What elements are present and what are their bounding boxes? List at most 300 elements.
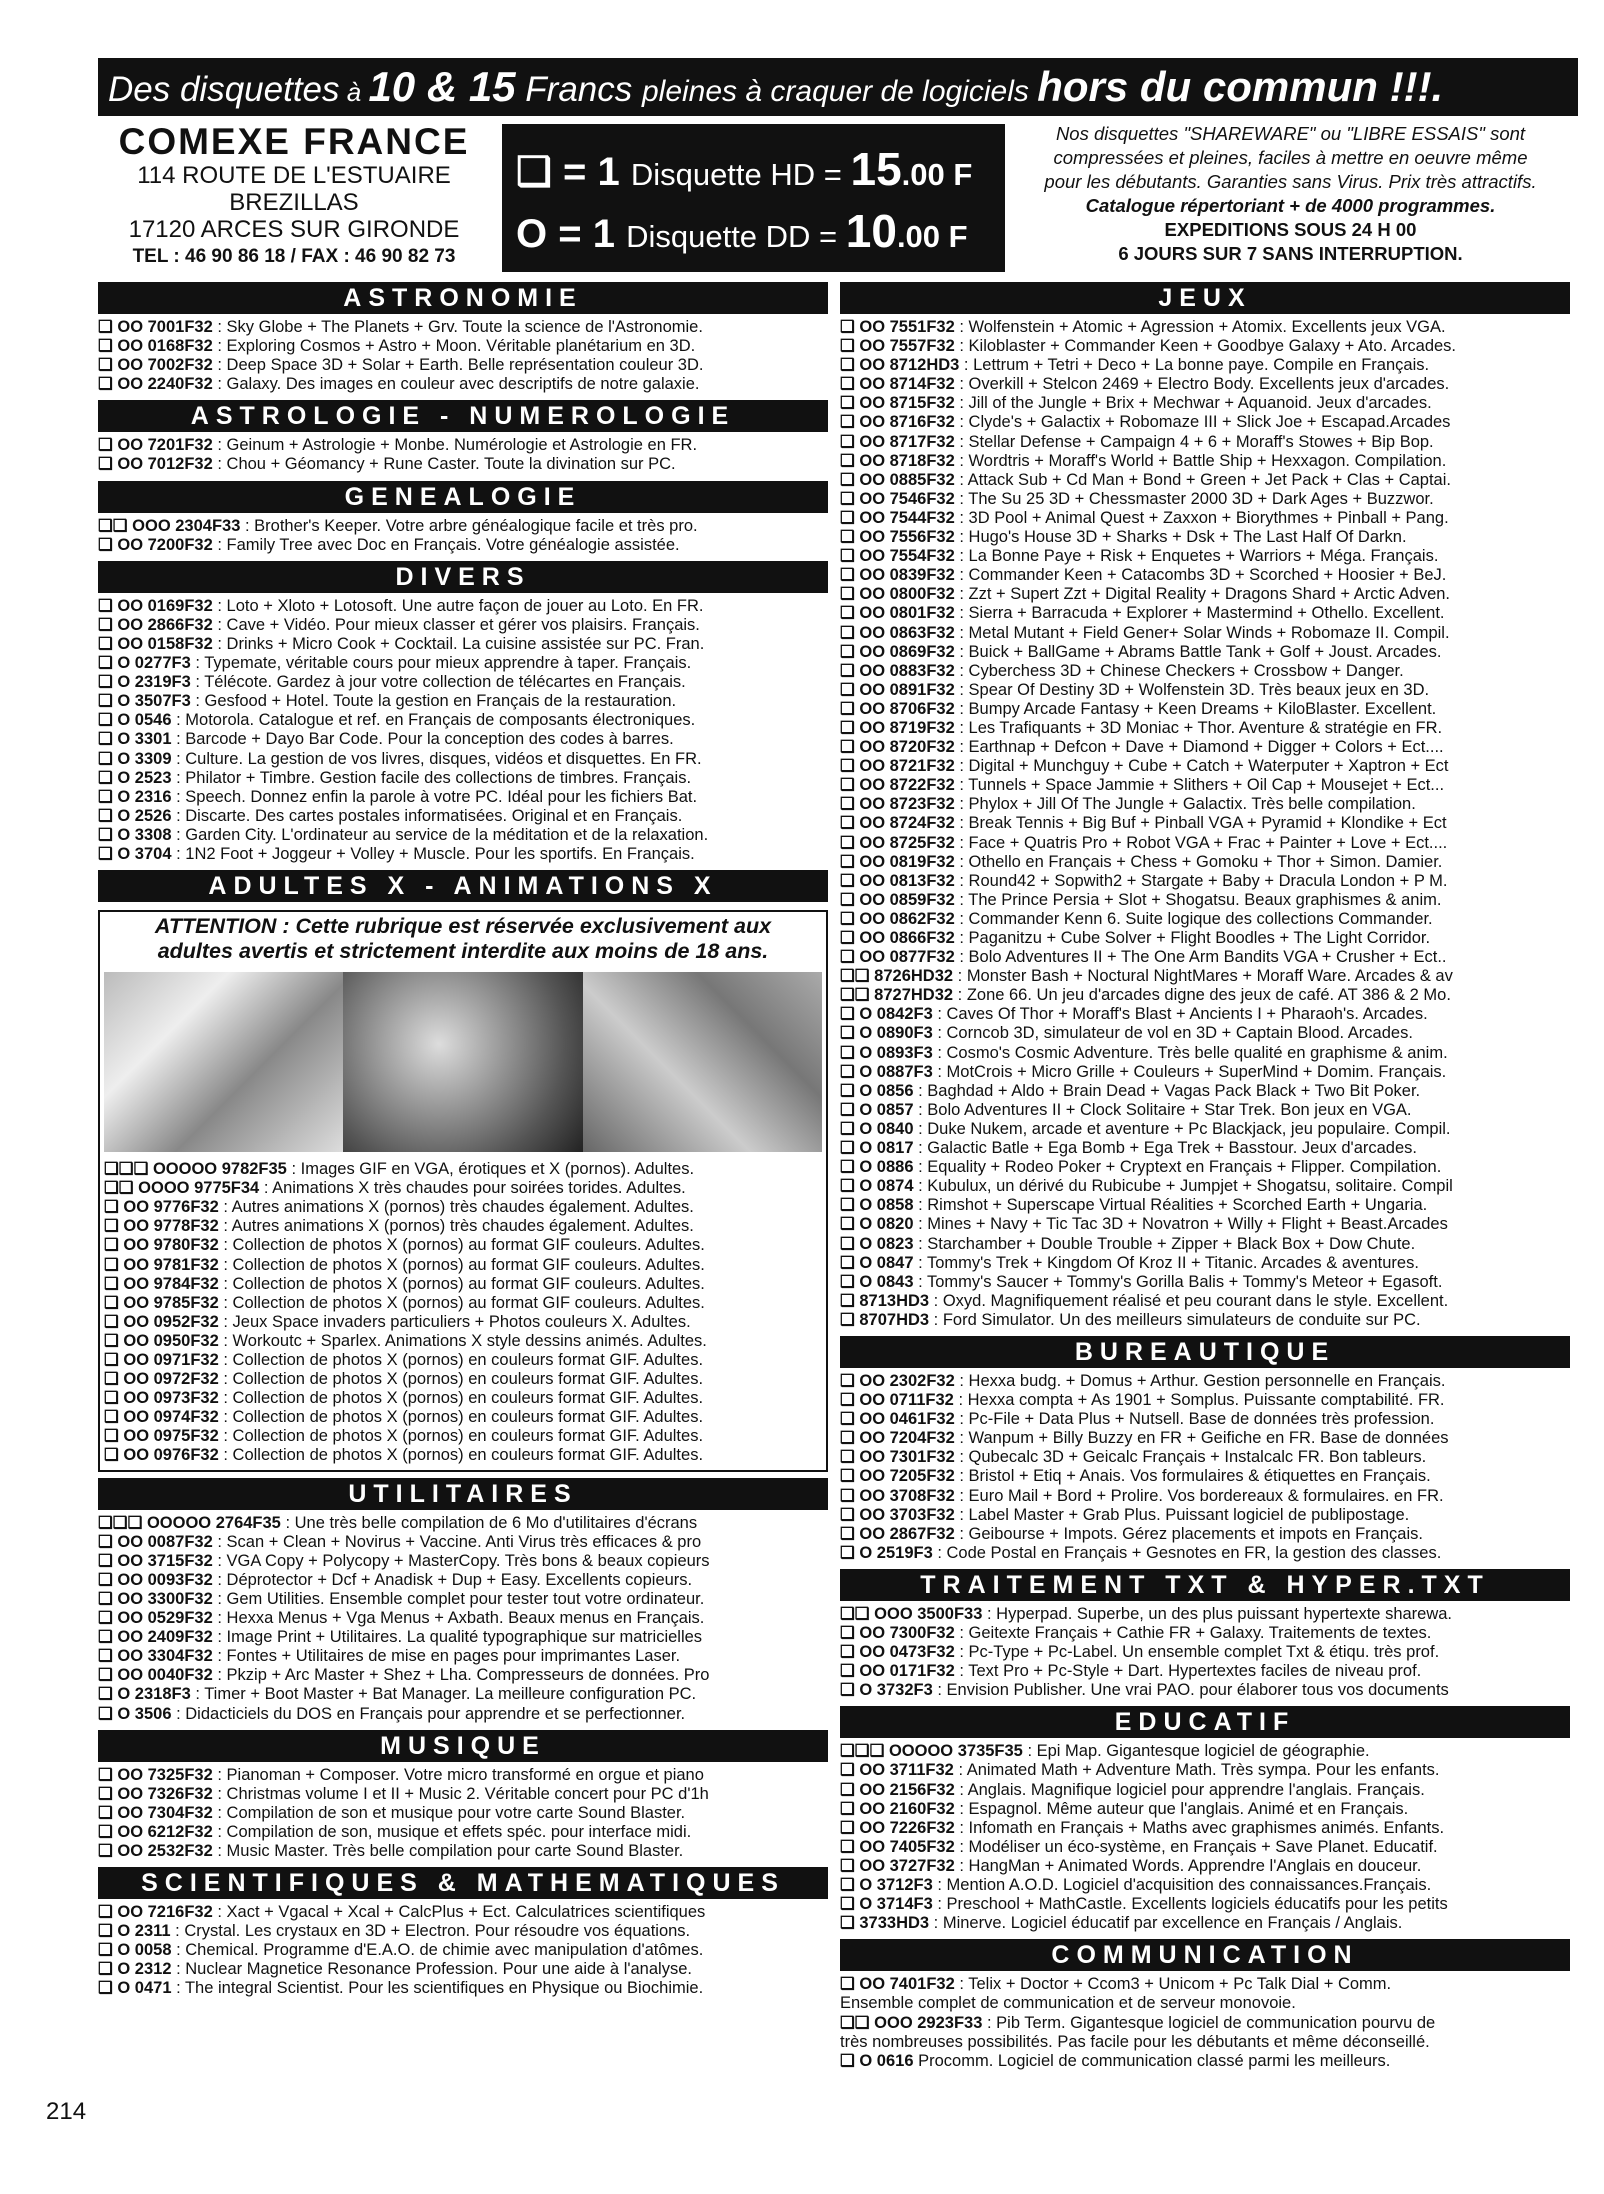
- catalog-item: [98, 750, 828, 769]
- item-description: : Commander Keen + Catacombs 3D + Scorched + Hoosier + BeJ.: [954, 566, 1447, 585]
- item-description: : Culture. La gestion de vos livres, disques, vidéos et disquettes. En FR.: [171, 749, 702, 768]
- item-code: ❑ OO 7002F32: [98, 356, 213, 375]
- catalog-item: [840, 1273, 1570, 1292]
- item-description: : Monster Bash + Noctural NightMares + Moraff Ware. Arcades & av: [953, 967, 1453, 986]
- item-description: : Collection de photos X (pornos) en couleurs format GIF. Adultes.: [218, 1351, 704, 1369]
- catalog-item: [840, 681, 1570, 700]
- communication-entry: ❑❑ OOO 2923F33 : Pib Term. Gigantesque logiciel de communication pourvu de: [840, 2013, 1436, 2032]
- item-code: ❑ 8707HD3: [840, 1310, 930, 1329]
- item-description: : Kiloblaster + Commander Keen + Goodbye Galaxy + Ato. Arcades.: [954, 337, 1457, 356]
- section-traitement: [840, 1569, 1570, 1700]
- catalog-item: [104, 1427, 822, 1446]
- catalog-item: [840, 490, 1570, 509]
- item-description: : Hyperpad. Superbe, un des plus puissant hypertexte sharewa.: [982, 1604, 1453, 1623]
- item-code: ❑ O 3714F3: [840, 1895, 933, 1914]
- catalog-item: [98, 318, 828, 337]
- catalog-item: [98, 635, 828, 654]
- item-code: ❑ O 0887F3: [840, 1062, 933, 1081]
- catalog-item: [98, 711, 828, 730]
- catalog-item: [840, 1391, 1570, 1410]
- item-description: : Sky Globe + The Planets + Grv. Toute la science de l'Astronomie.: [212, 318, 703, 336]
- right-column: JEUX ❑ OO 7551F32 : Wolfenstein + Atomic + Agression + Atomix. Excellents jeux VGA. ❑ OO 7557F32 : Kiloblaster + Commander Keen + Goodbye Galaxy + Ato. Arcades. ❑ OO 8712HD3 : Lettrum + Tetri + Deco + La bonne paye. Compile en Français. ❑ OO 8714F32 : Overkill + Stelcon 2469 + Electro Body. Excellents jeux d'arcades. ❑ OO 8715F32 : Jill of the Jungle + Brix + Mechwar + Aquanoid. Jeux d'arcades. ❑ OO 8716F32 : Clyde's + Galactix + Robomaze III + Slick Joe + Escapad.Arcades ❑ OO 8717F32 : Stellar Defense + Campaign 4 + 6 + Moraff's Stowes + Bip Bop. ❑ OO 8718F32 : Wordtris + Moraff's World + Battle Ship + Hexxagon. Compilation. ❑ OO 0885F32 : Attack Sub + Cd Man + Bond + Green + Jet Pack + Clas + Captai. ❑ OO 7546F32 : The Su 25 3D + Chessmaster 2000 3D + Dark Ages + Buzzwor. ❑ OO 7544F32 : 3D Pool + Animal Quest + Zaxxon + Biorythmes + Pinball + Pang. ❑ OO 7556F32 : Hugo's House 3D + Sharks + Dsk + The Last Half Of Darkn. ❑ OO 7554F32 : La Bonne Paye + Risk + Enquetes + Warriors + Méga. Français. ❑ OO 0839F32 : Commander Keen + Catacombs 3D + Scorched + Hoosier + BeJ. ❑ OO 0800F32 : Zzt + Supert Zzt + Digital Reality + Dragons Shard + Arctic Adven. ❑ OO 0801F32 : Sierra + Barracuda + Explorer + Mastermind + Othello. Excellent. ❑ OO 0863F32 : Metal Mutant + Field Gener+ Solar Winds + Robomaze II. Compil. ❑ OO 0869F32 : Buick + BallGame + Abrams Battle Tank + Golf + Joust. Arcades. ❑ OO 0883F32 : Cyberchess 3D + Chinese Checkers + Crossbow + Danger. ❑ OO 0891F32 : Spear Of Destiny 3D + Wolfenstein 3D. Très beaux jeux en 3D. ❑ OO 8706F32 : Bumpy Arcade Fantasy + Keen Dreams + KiloBlaster. Excellent. ❑ OO 8719F32 : Les Trafiquants + 3D Moniac + Thor. Aventure & stratégie en FR. ❑ OO 8720F32 : Earthnap + Defcon + Dave + Diamond + Digger + Colors + Ect.... ❑ OO 8721F32 : Digital + Munchguy + Cube + Catch + Waterputer + Xaptron + Ect ❑ OO 8722F32 : Tunnels + Space Jammie + Slithers + Oil Cap + Mousejet + Ect... ❑ OO 8723F32 : Phylox + Jill Of The Jungle + Galactix. Très belle compilation. ❑ OO 8724F32 : Break Tennis + Big Buf + Pinball VGA + Pyramid + Klondike + Ect ❑ OO 8725F32 : Face + Quatris Pro + Robot VGA + Frac + Painter + Love + Ect.... ❑ OO 0819F32 : Othello en Français + Chess + Gomoku + Thor + Simon. Damier. ❑ OO 0813F32 : Round42 + Sopwith2 + Stargate + Baby + Dracula London + P M. ❑ OO 0859F32 : The Prince Persia + Slot + Shogatsu. Beaux graphismes & anim. ❑ OO 0862F32 : Commander Kenn 6. Suite logique des collections Commander. ❑ OO 0866F32 : Paganitzu + Cube Solver + Flight Boodles + The Light Corridor. ❑ OO 0877F32 : Bolo Adventures II + The One Arm Bandits VGA + Crusher + Ect.. ❑❑ 8726HD32 : Monster Bash + Noctural NightMares + Moraff Ware. Arcades & av ❑❑ 8727HD32 : Zone 66. Un jeu d'arcades digne des jeux de café. AT 386 & 2 Mo. ❑ O 0842F3 : Caves Of Thor + Moraff's Blast + Ancients I + Pharaoh's. Arcades. ❑ O 0890F3 : Corncob 3D, simulateur de vol en 3D + Captain Blood. Arcades. ❑ O 0893F3 : Cosmo's Cosmic Adventure. Très belle qualité en graphisme & anim. ❑ O 0887F3 : MotCrois + Micro Grille + Couleurs + SuperMind + Domim. Français. ❑ O 0856 : Baghdad + Aldo + Brain Dead + Vagas Pack Black + Two Bit Poker. ❑ O 0857 : Bolo Adventures II + Clock Solitaire + Star Trek. Bon jeux en VGA. ❑ O 0840 : Duke Nukem, arcade et aventure + Pc Blackjack, jeu populaire. Compil. ❑ O 0817 : Galactic Batle + Ega Bomb + Ega Trek + Basstour. Jeux d'arcades. ❑ O 0886 : Equality + Rodeo Poker + Cryptext en Français + Flipper. Compilation. ❑ O 0874 : Kubulux, un dérivé du Rubicube + Jumpjet + Shogatsu, solitaire. Compil ❑ O 0858 : Rimshot + Superscape Virtual Réalities + Scorched Earth + Ungaria. ❑ O 0820 : Mines + Navy + Tic Tac 3D + Novatron + Willy + Flight + Beast.Arcades ❑ O 0823 : Starchamber + Double Trouble + Zipper + Black Box + Dow Chute. ❑ O 0847 : Tommy's Trek + Kingdom Of Kroz II + Titanic. Arcades & aventures. ❑ O 0843 : Tommy's Saucer + Tommy's Gorilla Balis + Tommy's Meteor + Egasoft. ❑ 8713HD3 : Oxyd. Magnifiquement réalisé et peu courant dans le style. Excellent. ❑ 8707HD3 : Ford Simulator. Un des meilleurs simulateurs de conduite sur PC. BUREAUTIQUE ❑ OO 2302F32 : Hexxa budg. + Domus + Arthur. Gestion personnelle en Français. ❑ OO 0711F32 : Hexxa compta + As 1901 + Somplus. Puissante comptabilité. FR. ❑ OO 0461F32 : Pc-File + Data Plus + Nutsell. Base de données très profession. ❑ OO 7204F32 : Wanpum + Billy Buzzy en FR + Geifiche en FR. Base de données ❑ OO 7301F32 : Qubecalc 3D + Geicalc Français + Instalcalc FR. Bon tableurs. ❑ OO 7205F32 : Bristol + Etiq + Anais. Vos formulaires & étiquettes en Français. ❑ OO 3708F32 : Euro Mail + Bord + Prolire. Vos bordereaux & formulaires. en FR. ❑ OO 3703F32 : Label Master + Grab Plus. Puissant logiciel de publipostage. ❑ OO 2867F32 : Geibourse + Impots. Gérez placements et impots en Français. ❑ O 2519F3 : Code Postal en Français + Gesnotes en FR, la gestion des classes. TRAITEMENT TXT & HYPER.TXT ❑❑ OOO 3500F33 : Hyperpad. Superbe, un des plus puissant hypertexte sharewa. ❑ OO 7300F32 : Geitexte Français + Cathie FR + Galaxy. Traitements de textes. ❑ OO 0473F32 : Pc-Type + Pc-Label. Un ensemble complet Txt & étiqu. très prof. ❑ OO 0171F32 : Text Pro + Pc-Style + Dart. Hypertextes faciles de niveau prof. ❑ O 3732F3 : Envision Publisher. Une vrai PAO. pour élaborer tous vos documents EDUCATIF ❑❑❑ OOOOO 3735F35 : Epi Map. Gigantesque logiciel de géographie. ❑ OO 3711F32 : Animated Math + Adventure Math. Très sympa. Pour les enfants. ❑ OO 2156F32 : Anglais. Magnifique logiciel pour apprendre l'anglais. Français. ❑ OO 2160F32 : Espagnol. Même auteur que l'anglais. Animé et en Français. ❑ OO 7226F32 : Infomath en Français + Maths avec graphismes animés. Enfants. ❑ OO 7405F32 : Modéliser un éco-système, en Français + Save Planet. Educatif. ❑ OO 3727F32 : HangMan + Animated Words. Apprendre l'Anglais en douceur. ❑ O 3712F3 : Mention A.O.D. Logiciel d'acquisition des connaissances.Français. ❑ O 3714F3 : Preschool + MathCastle. Excellents logiciels éducatifs pour les petits ❑ 3733HD3 : Minerve. Logiciel éducatif par excellence en Français / Anglais. COMMUNICATION ❑ OO 7401F32 : Telix + Doctor + Ccom3 + Unicom + Pc Talk Dial + Comm. Ensemble complet de communication et de serveur monovoie. ❑❑ OOO 2923F33 : Pib Term. Gigantesque logiciel de communication pourvu de très nombreuses possibilités. Pas facile pour les débutants et même déconseillé. ❑ O 0616 Procomm. Logiciel de communication classé parmi les meilleurs.: [840, 276, 1570, 2071]
- item-description: : Code Postal en Français + Gesnotes en FR, la gestion des classes.: [932, 1543, 1442, 1562]
- item-description: : Paganitzu + Cube Solver + Flight Boodles + The Light Corridor.: [954, 929, 1431, 947]
- item-code: ❑ OO 7226F32: [840, 1818, 955, 1837]
- item-description: : MotCrois + Micro Grille + Couleurs + SuperMind + Domim. Français.: [932, 1062, 1447, 1081]
- item-description: : Euro Mail + Bord + Prolire. Vos bordereaux & formulaires. en FR.: [954, 1486, 1444, 1505]
- catalog-item: [104, 1446, 822, 1465]
- catalog-item: [98, 1960, 828, 1979]
- catalog-item: [840, 1781, 1570, 1800]
- item-code: ❑ OO 0813F32: [840, 871, 955, 890]
- item-code: ❑ OO 7304F32: [98, 1803, 213, 1822]
- catalog-item: [840, 1139, 1570, 1158]
- item-description: : Collection de photos X (pornos) en couleurs format GIF. Adultes.: [218, 1389, 704, 1408]
- item-code: ❑ OO 2867F32: [840, 1524, 955, 1543]
- catalog-item: [840, 1292, 1570, 1311]
- item-description: : Collection de photos X (pornos) au format GIF couleurs. Adultes.: [218, 1255, 705, 1274]
- catalog-item: [840, 1681, 1570, 1700]
- adult-box: ATTENTION : Cette rubrique est réservée exclusivement aux adultes avertis et strictement interdite aux moins de 18 ans. ❑❑❑ OOOOO 9782F35 : Images GIF en VGA, érotiques et X (pornos). Adultes. ❑❑ OOOO 9775F34 : Animations X très chaudes pour soirées torides. Adultes. ❑ OO 9776F32 : Autres animations X (pornos) très chaudes également. Adultes. ❑ OO 9778F32 : Autres animations X (pornos) très chaudes également. Adultes. ❑ OO 9780F32 : Collection de photos X (pornos) au format GIF couleurs. Adultes. ❑ OO 9781F32 : Collection de photos X (pornos) au format GIF couleurs. Adultes. ❑ OO 9784F32 : Collection de photos X (pornos) au format GIF couleurs. Adultes. ❑ OO 9785F32 : Collection de photos X (pornos) au format GIF couleurs. Adultes. ❑ OO 0952F32 : Jeux Space invaders particuliers + Photos couleurs X. Adultes. ❑ OO 0950F32 : Workoutc + Sparlex. Animations X style dessins animés. Adultes. ❑ OO 0971F32 : Collection de photos X (pornos) en couleurs format GIF. Adultes. ❑ OO 0972F32 : Collection de photos X (pornos) en couleurs format GIF. Adultes. ❑ OO 0973F32 : Collection de photos X (pornos) en couleurs format GIF. Adultes. ❑ OO 0974F32 : Collection de photos X (pornos) en couleurs format GIF. Adultes. ❑ OO 0975F32 : Collection de photos X (pornos) en couleurs format GIF. Adultes. ❑ OO 0976F32 : Collection de photos X (pornos) en couleurs format GIF. Adultes.: [98, 910, 828, 1472]
- item-code: ❑ OO 2866F32: [98, 615, 213, 634]
- catalog-item: [840, 891, 1570, 910]
- item-code: ❑ O 2312: [98, 1960, 172, 1979]
- item-code: ❑ OO 3703F32: [840, 1505, 955, 1524]
- item-description: : Epi Map. Gigantesque logiciel de géographie.: [1022, 1742, 1370, 1761]
- catalog-item: [840, 1082, 1570, 1101]
- item-code: ❑ OO 0859F32: [840, 890, 955, 909]
- item-description: : Bolo Adventures II + The One Arm Bandits VGA + Crusher + Ect..: [954, 948, 1447, 967]
- item-code: ❑ OO 0473F32: [840, 1643, 955, 1662]
- item-code: ❑ OO 7301F32: [840, 1448, 955, 1467]
- item-code: ❑ OO 2156F32: [840, 1780, 955, 1799]
- item-description: : Tunnels + Space Jammie + Slithers + Oil Cap + Mousejet + Ect...: [954, 776, 1445, 795]
- item-code: ❑ OO 3727F32: [840, 1856, 955, 1875]
- item-code: ❑ OO 0461F32: [840, 1410, 955, 1429]
- item-description: : Collection de photos X (pornos) au format GIF couleurs. Adultes.: [218, 1293, 705, 1312]
- left-column: [98, 276, 828, 1999]
- item-code: ❑ O 3506: [98, 1704, 172, 1723]
- page-number: 214: [46, 2098, 87, 2125]
- item-code: ❑ OO 9778F32: [104, 1217, 219, 1236]
- catalog-item: [840, 1800, 1570, 1819]
- photo-1: [104, 972, 343, 1152]
- catalog-item: [840, 1857, 1570, 1876]
- item-code: ❑ OO 6212F32: [98, 1822, 213, 1841]
- item-code: ❑ OO 7205F32: [840, 1467, 955, 1486]
- catalog-item: [840, 318, 1570, 337]
- catalog-item: [98, 654, 828, 673]
- item-description: : Rimshot + Superscape Virtual Réalities + Scorched Earth + Ungaria.: [913, 1196, 1428, 1215]
- catalog-item: [840, 1838, 1570, 1857]
- item-description: : Round42 + Sopwith2 + Stargate + Baby + Dracula London + P M.: [954, 871, 1448, 890]
- company-address: COMEXE FRANCE 114 ROUTE DE L'ESTUAIRE BREZILLAS 17120 ARCES SUR GIRONDE TEL : 46 90 86 18 / FAX : 46 90 82 73: [98, 122, 490, 270]
- catalog-item: [98, 616, 828, 635]
- catalog-item: [840, 757, 1570, 776]
- item-code: ❑ OO 0972F32: [104, 1370, 219, 1389]
- item-description: : Pc-File + Data Plus + Nutsell. Base de données très profession.: [954, 1410, 1435, 1429]
- item-description: : Image Print + Utilitaires. La qualité typographique sur matricielles: [212, 1628, 703, 1647]
- section-header-divers: DIVERS: [98, 561, 828, 593]
- section-header-adultes: ADULTES X - ANIMATIONS X: [98, 870, 828, 902]
- item-code: ❑ OO 7556F32: [840, 528, 955, 547]
- catalog-item: [98, 1922, 828, 1941]
- item-code: ❑ O 3704: [98, 844, 172, 863]
- adult-photos: [104, 972, 822, 1152]
- item-description: : La Bonne Paye + Risk + Enquetes + Warriors + Méga. Français.: [954, 547, 1439, 566]
- item-description: : Christmas volume I et II + Music 2. Véritable concert pour PC d'1h: [212, 1784, 709, 1803]
- item-code: ❑ O 0874: [840, 1177, 914, 1196]
- item-code: ❑ OO 8718F32: [840, 451, 955, 470]
- item-description: : Nuclear Magnetice Resonance Profession. Pour une aide à l'analyse.: [171, 1960, 692, 1979]
- item-description: : Collection de photos X (pornos) au format GIF couleurs. Adultes.: [218, 1236, 705, 1255]
- item-code: ❑ OO 7551F32: [840, 318, 955, 336]
- catalog-item: [98, 1823, 828, 1842]
- catalog-item: [840, 1662, 1570, 1681]
- item-description: : Tommy's Saucer + Tommy's Gorilla Balis + Tommy's Meteor + Egasoft.: [913, 1272, 1443, 1291]
- item-description: : Digital + Munchguy + Cube + Catch + Waterputer + Xaptron + Ect: [954, 757, 1449, 776]
- item-description: : Loto + Xloto + Lotosoft. Une autre façon de jouer au Loto. En FR.: [212, 596, 704, 615]
- item-description: : Brother's Keeper. Votre arbre généalogique facile et très pro.: [240, 516, 698, 535]
- item-description: : Zone 66. Un jeu d'arcades digne des jeux de café. AT 386 & 2 Mo.: [953, 986, 1451, 1005]
- item-code: ❑ O 0840: [840, 1119, 914, 1138]
- item-code: ❑ OO 0952F32: [104, 1312, 219, 1331]
- catalog-item: [840, 1914, 1570, 1933]
- item-code: ❑❑❑ OOOOO 2764F35: [98, 1513, 281, 1532]
- catalog-item: [98, 807, 828, 826]
- catalog-item: [840, 1624, 1570, 1643]
- item-description: : Modéliser un éco-système, en Français + Save Planet. Educatif.: [954, 1837, 1438, 1856]
- item-description: : Metal Mutant + Field Gener+ Solar Winds + Robomaze II. Compil.: [954, 623, 1450, 642]
- item-code: ❑ OO 0891F32: [840, 680, 955, 699]
- item-description: : Discarte. Des cartes postales informatisées. Original et en Français.: [171, 806, 683, 825]
- item-description: : Drinks + Micro Cook + Cocktail. La cuisine assistée sur PC. Fran.: [212, 634, 705, 653]
- item-code: ❑ OO 3711F32: [840, 1761, 954, 1780]
- item-description: : Pianoman + Composer. Votre micro transformé en orgue et piano: [212, 1765, 704, 1784]
- item-code: ❑ O 2318F3: [98, 1685, 191, 1704]
- item-description: : Family Tree avec Doc en Français. Votre généalogie assistée.: [212, 535, 680, 554]
- item-description: : Deep Space 3D + Solar + Earth. Belle représentation couleur 3D.: [212, 356, 704, 375]
- catalog-item: [98, 845, 828, 864]
- section-divers: [98, 561, 828, 864]
- catalog-item: [840, 1895, 1570, 1914]
- catalog-item: [104, 1408, 822, 1427]
- item-description: : Caves Of Thor + Moraff's Blast + Ancients I + Pharaoh's. Arcades.: [932, 1005, 1428, 1024]
- item-code: ❑ O 0843: [840, 1272, 914, 1291]
- catalog-item: [840, 1742, 1570, 1761]
- item-code: ❑ OO 7326F32: [98, 1784, 213, 1803]
- item-description: : Sierra + Barracuda + Explorer + Mastermind + Othello. Excellent.: [954, 604, 1445, 623]
- item-description: : 1N2 Foot + Joggeur + Volley + Muscle. Pour les sportifs. En Français.: [171, 844, 695, 863]
- catalog-item: [840, 1215, 1570, 1234]
- catalog-item: [840, 624, 1570, 643]
- item-code: ❑ OO 7001F32: [98, 318, 213, 336]
- item-code: ❑ OO 2532F32: [98, 1841, 213, 1860]
- catalog-item: [840, 528, 1570, 547]
- item-code: ❑ OO 8723F32: [840, 795, 955, 814]
- item-description: : Zzt + Supert Zzt + Digital Reality + Dragons Shard + Arctic Adven.: [954, 585, 1451, 604]
- item-code: ❑ OO 0976F32: [104, 1446, 219, 1465]
- catalog-item: [98, 1628, 828, 1647]
- item-code: ❑ OO 0866F32: [840, 929, 955, 947]
- item-description: : Crystal. Les crystaux en 3D + Electron. Pour résoudre vos équations.: [170, 1922, 691, 1941]
- item-description: : Face + Quatris Pro + Robot VGA + Frac + Painter + Love + Ect....: [954, 833, 1448, 852]
- item-code: ❑ OO 8722F32: [840, 776, 955, 795]
- section-astrologie: [98, 400, 828, 474]
- item-description: : Hexxa budg. + Domus + Arthur. Gestion personnelle en Français.: [954, 1371, 1446, 1390]
- catalog-item: [840, 471, 1570, 490]
- item-code: ❑ OO 8721F32: [840, 757, 955, 776]
- catalog-item: [840, 375, 1570, 394]
- item-code: ❑ OO 3708F32: [840, 1486, 955, 1505]
- catalog-item: [98, 1590, 828, 1609]
- catalog-item: [840, 719, 1570, 738]
- catalog-item: [98, 1514, 828, 1533]
- item-code: ❑ OO 7557F32: [840, 337, 955, 356]
- catalog-item: [98, 1941, 828, 1960]
- section-header-musique: MUSIQUE: [98, 1730, 828, 1762]
- item-description: : HangMan + Animated Words. Apprendre l'Anglais en douceur.: [954, 1856, 1422, 1875]
- item-description: : The integral Scientist. Pour les scientifiques en Physique ou Biochimie.: [171, 1979, 704, 1998]
- item-description: : The Prince Persia + Slot + Shogatsu. Beaux graphismes & anim.: [954, 890, 1442, 909]
- catalog-item: [98, 455, 828, 474]
- catalog-item: [840, 1177, 1570, 1196]
- section-header-genealogie: GENEALOGIE: [98, 481, 828, 513]
- item-description: : Jill of the Jungle + Brix + Mechwar + Aquanoid. Jeux d'arcades.: [954, 394, 1432, 413]
- item-description: : Garden City. L'ordinateur au service de la méditation et de la relaxation.: [171, 825, 709, 844]
- item-code: ❑ OO 7554F32: [840, 547, 955, 566]
- catalog-item: [840, 700, 1570, 719]
- item-code: ❑ OO 2302F32: [840, 1371, 955, 1390]
- item-code: ❑ O 2319F3: [98, 673, 191, 692]
- item-description: : Exploring Cosmos + Astro + Moon. Véritable planétarium en 3D.: [212, 337, 696, 356]
- item-code: ❑ OO 7204F32: [840, 1429, 955, 1448]
- catalog-item: [840, 1235, 1570, 1254]
- item-description: : Typemate, véritable cours pour mieux apprendre à taper. Français.: [190, 654, 692, 673]
- item-code: ❑ OO 7300F32: [840, 1624, 955, 1642]
- catalog-item: [98, 1609, 828, 1628]
- item-description: : The Su 25 3D + Chessmaster 2000 3D + Dark Ages + Buzzwor.: [954, 489, 1434, 508]
- item-description: : Hexxa compta + As 1901 + Somplus. Puissante comptabilité. FR.: [953, 1391, 1445, 1410]
- catalog-item: [840, 413, 1570, 432]
- item-description: : Philator + Timbre. Gestion facile des collections de timbres. Français.: [171, 768, 692, 787]
- item-code: ❑ O 2316: [98, 787, 172, 806]
- item-description: : Wanpum + Billy Buzzy en FR + Geifiche en FR. Base de données: [954, 1429, 1449, 1448]
- catalog-item: [98, 1647, 828, 1666]
- item-code: ❑ OO 9776F32: [104, 1198, 219, 1217]
- item-code: ❑ OO 8720F32: [840, 738, 955, 757]
- item-code: ❑ OO 0975F32: [104, 1427, 219, 1446]
- item-code: ❑❑❑ OOOOO 9782F35: [104, 1160, 287, 1179]
- item-description: : Geibourse + Impots. Gérez placements et impots en Français.: [954, 1524, 1423, 1543]
- catalog-item: [98, 1979, 828, 1998]
- item-description: : Hexxa Menus + Vga Menus + Axbath. Beaux menus en Français.: [212, 1609, 705, 1628]
- item-code: ❑ OO 0973F32: [104, 1389, 219, 1408]
- catalog-item: [98, 1666, 828, 1685]
- catalog-item: [840, 1467, 1570, 1486]
- catalog-item: [840, 1410, 1570, 1429]
- header-banner: Des disquettes à 10 & 15 Francs pleines à craquer de logiciels hors du commun !!!.: [98, 58, 1578, 116]
- item-description: : Déprotector + Dcf + Anadisk + Dup + Easy. Excellents copieurs.: [212, 1570, 693, 1589]
- section-header-scientifiques: SCIENTIFIQUES & MATHEMATIQUES: [98, 1867, 828, 1899]
- catalog-item: [840, 509, 1570, 528]
- catalog-item: [840, 1044, 1570, 1063]
- catalog-item: [104, 1198, 822, 1217]
- item-description: : Baghdad + Aldo + Brain Dead + Vagas Pack Black + Two Bit Poker.: [913, 1081, 1421, 1100]
- item-code: ❑ OO 0087F32: [98, 1532, 213, 1551]
- catalog-item: [840, 948, 1570, 967]
- catalog-item: [840, 1063, 1570, 1082]
- item-description: : Hugo's House 3D + Sharks + Dsk + The Last Half Of Darkn.: [954, 528, 1407, 547]
- item-code: ❑ O 3732F3: [840, 1681, 933, 1700]
- catalog-item: [98, 536, 828, 555]
- catalog-item: [840, 356, 1570, 375]
- item-description: : Clyde's + Galactix + Robomaze III + Slick Joe + Escapad.Arcades: [954, 413, 1451, 432]
- item-description: : Télécote. Gardez à jour votre collection de télécartes en Français.: [190, 673, 686, 692]
- catalog-item: [840, 452, 1570, 471]
- item-code: ❑ OO 0974F32: [104, 1408, 219, 1427]
- item-description: : Wordtris + Moraff's World + Battle Ship + Hexxagon. Compilation.: [954, 451, 1447, 470]
- item-code: ❑ OO 0168F32: [98, 337, 213, 356]
- item-description: : Spear Of Destiny 3D + Wolfenstein 3D. Très beaux jeux en 3D.: [954, 680, 1430, 699]
- catalog-item: [840, 433, 1570, 452]
- item-description: : Geinum + Astrologie + Monbe. Numérologie et Astrologie en FR.: [212, 436, 698, 455]
- catalog-item: [98, 1766, 828, 1785]
- item-code: ❑ O 0842F3: [840, 1005, 933, 1024]
- catalog-item: [98, 788, 828, 807]
- catalog-item: [98, 597, 828, 616]
- section-header-educatif: EDUCATIF: [840, 1706, 1570, 1738]
- item-description: : Animations X très chaudes pour soirées torides. Adultes.: [259, 1179, 686, 1198]
- item-code: ❑ O 0817: [840, 1139, 914, 1158]
- item-code: ❑ OO 2409F32: [98, 1628, 213, 1647]
- catalog-item: [840, 1819, 1570, 1838]
- catalog-item: [840, 1120, 1570, 1139]
- item-code: ❑ OO 0819F32: [840, 852, 955, 871]
- item-description: : Buick + BallGame + Abrams Battle Tank + Golf + Joust. Arcades.: [954, 642, 1442, 661]
- item-code: ❑ O 0886: [840, 1158, 914, 1177]
- intro-text: Nos disquettes "SHAREWARE" ou "LIBRE ESSAIS" sont compressées et pleines, faciles à mettre en oeuvre même pour les débutants. Garanties sans Virus. Prix très attractifs. Catalogue répertoriant + de 4000 programmes. EXPEDITIONS SOUS 24 H 00 6 JOURS SUR 7 SANS INTERRUPTION.: [1044, 123, 1537, 264]
- item-code: ❑ O 0857: [840, 1100, 914, 1119]
- item-code: ❑ O 0546: [98, 711, 172, 730]
- item-list: [104, 1160, 822, 1466]
- item-code: ❑ OO 9781F32: [104, 1255, 219, 1274]
- item-description: : Cave + Vidéo. Pour mieux classer et gérer vos plaisirs. Français.: [212, 615, 700, 634]
- catalog-item: [104, 1275, 822, 1294]
- item-code: ❑ OO 7405F32: [840, 1837, 955, 1856]
- catalog-item: [840, 585, 1570, 604]
- catalog-item: [840, 1506, 1570, 1525]
- item-code: ❑ OO 8725F32: [840, 833, 955, 852]
- item-code: ❑ OO 9785F32: [104, 1293, 219, 1312]
- item-code: ❑ OO 7012F32: [98, 455, 213, 474]
- item-code: ❑ O 3309: [98, 749, 172, 768]
- item-description: : Galactic Batle + Ega Bomb + Ega Trek + Basstour. Jeux d'arcades.: [913, 1139, 1417, 1158]
- price-dd: O = 1 Disquette DD = 10.00 F: [516, 205, 968, 257]
- item-code: ❑ OO 0862F32: [840, 909, 955, 928]
- item-description: : Bolo Adventures II + Clock Solitaire + Star Trek. Bon jeux en VGA.: [913, 1100, 1412, 1119]
- photo-2: [343, 972, 582, 1152]
- price-hd: ❑ = 1 Disquette HD = 15.00 F: [516, 143, 973, 195]
- item-description: : Cyberchess 3D + Chinese Checkers + Crossbow + Danger.: [954, 661, 1404, 680]
- item-code: ❑ OO 0040F32: [98, 1666, 213, 1685]
- catalog-item: [98, 826, 828, 845]
- item-code: ❑ O 3308: [98, 825, 172, 844]
- item-code: ❑ OO 0863F32: [840, 623, 955, 642]
- catalog-item: [840, 986, 1570, 1005]
- item-code: ❑ O 3507F3: [98, 692, 191, 711]
- item-description: : Corncob 3D, simulateur de vol en 3D + Captain Blood. Arcades.: [932, 1024, 1413, 1043]
- catalog-item: [840, 1101, 1570, 1120]
- item-description: : Workoutc + Sparlex. Animations X style dessins animés. Adultes.: [218, 1331, 707, 1350]
- item-description: : Pkzip + Arc Master + Shez + Lha. Compresseurs de données. Pro: [212, 1666, 710, 1685]
- item-description: : Chou + Géomancy + Rune Caster. Toute la divination sur PC.: [212, 455, 676, 474]
- catalog-item: [98, 356, 828, 375]
- item-code: ❑ OO 7546F32: [840, 489, 955, 508]
- item-description: : Xact + Vgacal + Xcal + CalcPlus + Ect. Calculatrices scientifiques: [212, 1903, 706, 1922]
- catalog-item: [840, 1429, 1570, 1448]
- item-description: : Ford Simulator. Un des meilleurs simulateurs de conduite sur PC.: [929, 1310, 1421, 1329]
- catalog-item: [840, 1254, 1570, 1273]
- item-description: : Starchamber + Double Trouble + Zipper + Black Box + Dow Chute.: [913, 1234, 1416, 1253]
- catalog-item: [840, 795, 1570, 814]
- item-description: : Oxyd. Magnifiquement réalisé et peu courant dans le style. Excellent.: [929, 1291, 1449, 1310]
- catalog-item: [840, 1196, 1570, 1215]
- catalog-item: [840, 604, 1570, 623]
- item-description: : Barcode + Dayo Bar Code. Pour la conception des codes à barres.: [171, 730, 674, 749]
- item-code: ❑ O 0890F3: [840, 1024, 933, 1043]
- item-code: ❑ OO 0800F32: [840, 585, 955, 604]
- item-code: ❑ OO 0801F32: [840, 604, 955, 623]
- item-code: ❑ OO 7325F32: [98, 1765, 213, 1784]
- section-educatif: [840, 1706, 1570, 1933]
- item-description: : Envision Publisher. Une vrai PAO. pour élaborer tous vos documents: [932, 1681, 1449, 1700]
- adult-warning: ATTENTION : Cette rubrique est réservée exclusivement aux: [154, 914, 772, 939]
- item-description: : Autres animations X (pornos) très chaudes également. Adultes.: [218, 1217, 694, 1236]
- item-description: : Speech. Donnez enfin la parole à votre PC. Idéal pour les fichiers Bat.: [171, 787, 698, 806]
- price-box: [502, 124, 1005, 272]
- item-description: : Equality + Rodeo Poker + Cryptext en Français + Flipper. Compilation.: [913, 1158, 1442, 1177]
- section-utilitaires: [98, 1478, 828, 1724]
- item-description: : Wolfenstein + Atomic + Agression + Atomix. Excellents jeux VGA.: [954, 318, 1446, 336]
- section-scientifiques: [98, 1867, 828, 1998]
- item-code: ❑ OO 8714F32: [840, 375, 955, 394]
- item-code: ❑ OO 0169F32: [98, 596, 213, 615]
- item-description: : Phylox + Jill Of The Jungle + Galactix. Très belle compilation.: [954, 795, 1416, 814]
- section-jeux: [840, 282, 1570, 1330]
- catalog-item: [98, 375, 828, 394]
- item-description: : Timer + Boot Master + Bat Manager. La meilleure configuration PC.: [190, 1685, 697, 1704]
- catalog-item: [98, 673, 828, 692]
- catalog-item: [104, 1351, 822, 1370]
- item-description: : Othello en Français + Chess + Gomoku + Thor + Simon. Damier.: [954, 852, 1443, 871]
- section-genealogie: [98, 481, 828, 555]
- item-code: ❑ OO 0885F32: [840, 470, 955, 489]
- item-code: ❑ OO 0971F32: [104, 1351, 219, 1369]
- item-description: : Commander Kenn 6. Suite logique des collections Commander.: [954, 909, 1433, 928]
- item-description: : Bumpy Arcade Fantasy + Keen Dreams + KiloBlaster. Excellent.: [954, 699, 1437, 718]
- catalog-item: [98, 1533, 828, 1552]
- catalog-item: [840, 566, 1570, 585]
- catalog-item: [840, 872, 1570, 891]
- item-description: : Qubecalc 3D + Geicalc Français + Instalcalc FR. Bon tableurs.: [954, 1448, 1427, 1467]
- item-description: : Autres animations X (pornos) très chaudes également. Adultes.: [218, 1198, 694, 1217]
- catalog-item: [98, 1804, 828, 1823]
- item-description: : Earthnap + Defcon + Dave + Diamond + Digger + Colors + Ect....: [954, 738, 1444, 757]
- communication-entry: ❑ OO 7401F32 : Telix + Doctor + Ccom3 + Unicom + Pc Talk Dial + Comm.: [840, 1975, 1392, 1994]
- catalog-item: [98, 436, 828, 455]
- item-description: : Text Pro + Pc-Style + Dart. Hypertextes faciles de niveau prof.: [954, 1662, 1422, 1681]
